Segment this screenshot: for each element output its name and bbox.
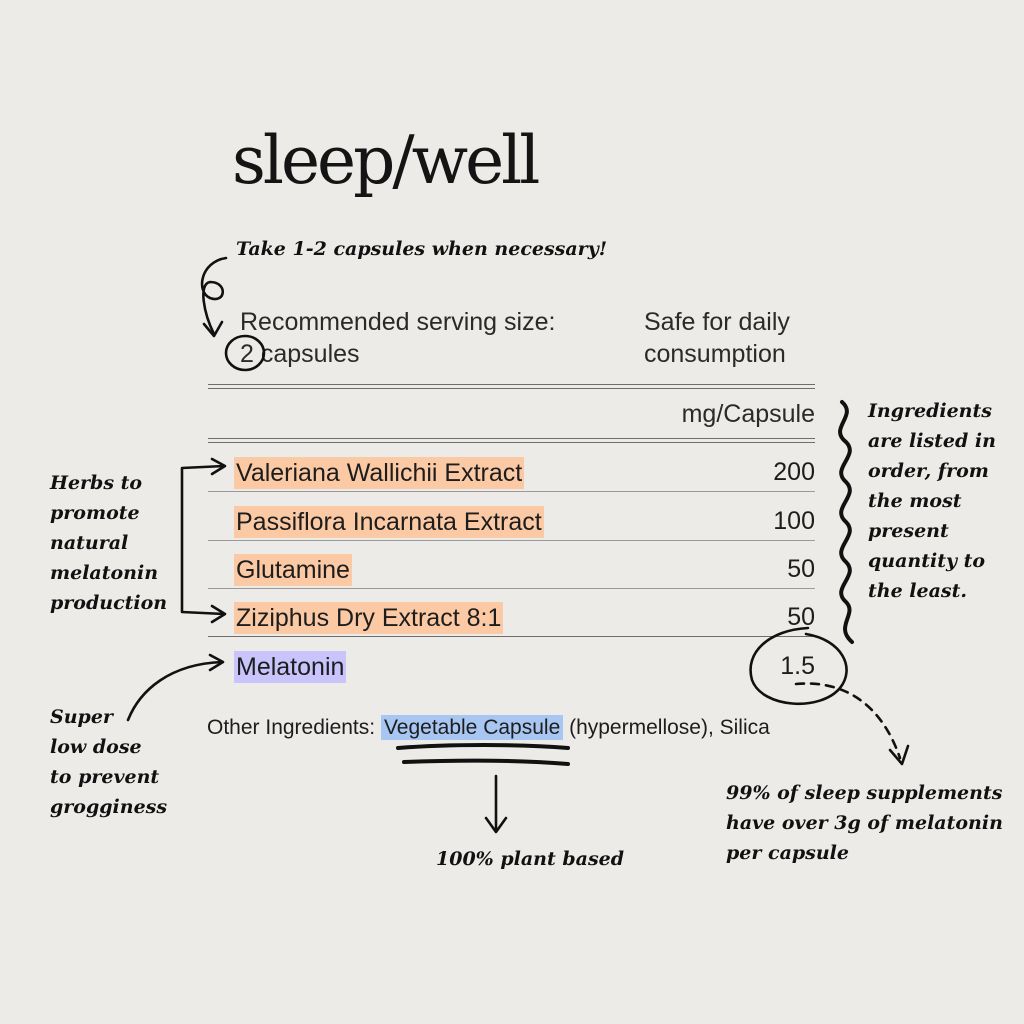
ingredient-name: Ziziphus Dry Extract 8:1 [236,604,502,632]
order-squiggle [840,402,852,642]
note-line: order, from [868,460,989,482]
ingredient-value: 100 [773,507,815,535]
note-line: to prevent [50,766,160,788]
note-line: have over 3g of melatonin [726,812,1003,834]
safety-line-1: Safe for daily [644,308,790,336]
serving-count: 2 [240,340,254,368]
note-line: are listed in [868,430,996,452]
note-line: melatonin [50,562,159,584]
note-line: per capsule [726,842,849,864]
ingredient-name: Valeriana Wallichii Extract [236,459,523,487]
serving-count-circle [226,336,264,370]
other-ingredients-rest: (hypermellose), Silica [563,716,770,739]
note-line: natural [50,532,129,554]
note-line: Super [50,706,113,728]
note-line: present [868,520,949,542]
note-line: the most [868,490,962,512]
melatonin-value-circle [751,628,847,704]
ingredient-value: 1.5 [780,652,815,680]
capsule-underline [404,761,568,764]
note-line: Ingredients [868,400,992,422]
note-line: quantity to [868,550,986,572]
herbs-bracket [182,466,224,614]
note-line: Herbs to [50,472,143,494]
plant-based-annotation: 100% plant based [436,848,625,870]
note-line: promote [50,502,140,524]
unit-header: mg/Capsule [681,400,815,428]
capsule-highlight: Vegetable Capsule [381,715,563,740]
low-dose-arrow [128,662,222,720]
ingredient-value: 200 [773,458,815,486]
safety-line-2: consumption [644,340,786,368]
note-line: production [50,592,168,614]
ingredient-value: 50 [787,603,815,631]
brand-logo: sleep/well [232,122,538,199]
serving-size-label: Recommended serving size: [240,308,556,336]
ingredient-name: Glutamine [236,556,350,584]
note-line: 99% of sleep supplements [726,782,1003,804]
other-ingredients-label: Other Ingredients: [207,716,381,739]
note-line: the least. [868,580,967,602]
note-line: grogginess [50,796,168,818]
ingredient-name: Passiflora Incarnata Extract [236,508,542,536]
serving-unit: capsules [260,340,360,368]
ingredient-name: Melatonin [236,653,345,681]
ingredient-value: 50 [787,555,815,583]
note-line: low dose [50,736,142,758]
dose-annotation: Take 1-2 capsules when necessary! [236,238,608,260]
capsule-underline [398,745,568,748]
stat-dashed-arrow [796,684,900,758]
